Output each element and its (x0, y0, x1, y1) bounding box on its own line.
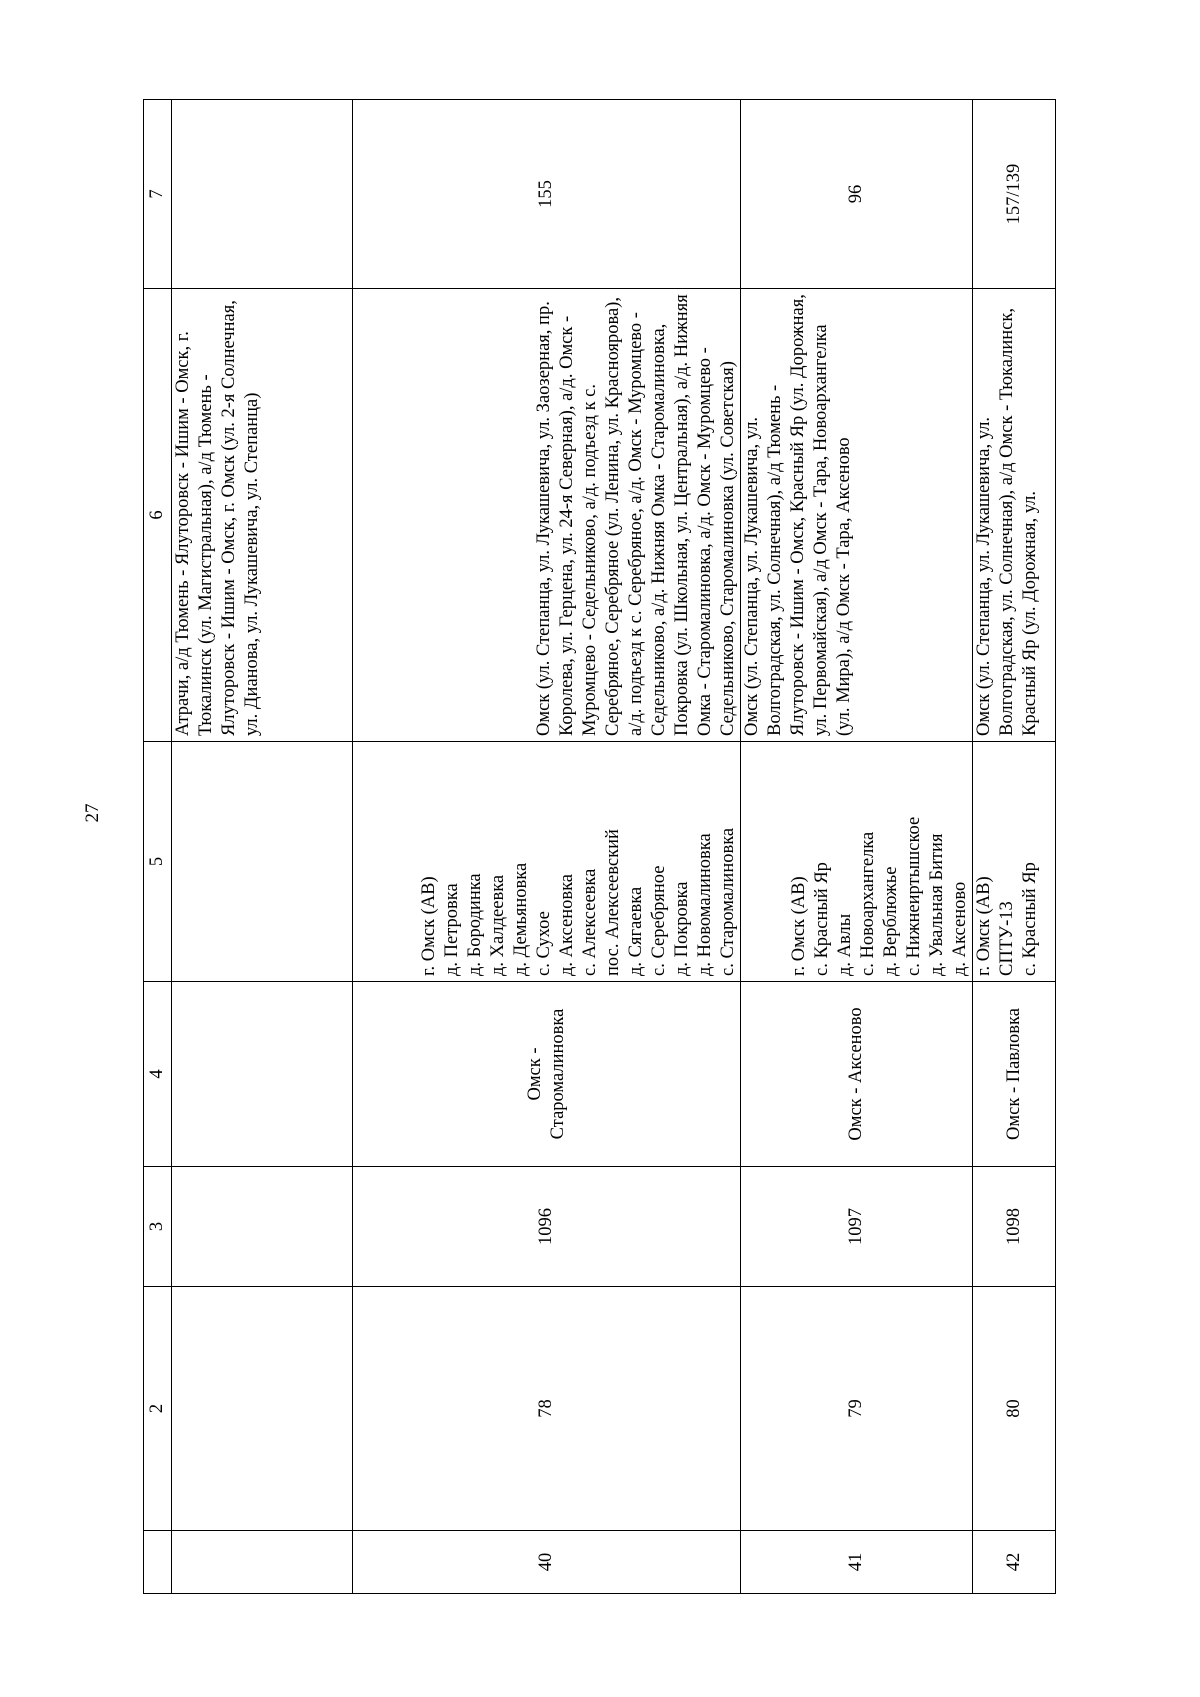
cell-empty (171, 1167, 352, 1287)
cell-empty (171, 100, 352, 289)
route-description: Атрачи, а/д Тюмень - Ялуторовск - Ишим - Омск, г. Тюкалинск (ул. Магистральная), а/д Тюмень - Ялуторовск - Ишим - Омск, г. Омск (ул. 2-я Солнечная, ул. Дианова, ул. Лукашевича, ул. Степанца) (171, 289, 352, 742)
route-name: Омск - Аксеново (741, 982, 973, 1167)
row-number: 40 (353, 1531, 741, 1594)
route-register-number: 80 (973, 1287, 1056, 1531)
rotated-table-content (143, 100, 1056, 1594)
page-number: 27 (82, 803, 103, 823)
header-cell-7: 7 (144, 100, 172, 289)
routes-table (143, 99, 1056, 1594)
route-code: 1096 (353, 1167, 741, 1287)
header-cell-3: 3 (144, 1167, 172, 1287)
table-row (353, 100, 741, 1594)
route-description: Омск (ул. Степанца, ул. Лукашевича, ул. Волгоградская, ул. Солнечная), а/д Омск - Тюкалинск, Красный Яр (ул. Дорожная, ул. (973, 289, 1056, 742)
cell-empty (171, 1287, 352, 1531)
route-description: Омск (ул. Степанца, ул. Лукашевича, ул. Волгоградская, ул. Солнечная), а/д Тюмень - Ялуторовск - Ишим - Омск, Красный Яр (ул. Дорожная, ул. Первомайская), а/д Омск - Тара, Новоархангелка (ул. Мира), а/д Омск - Тара, Аксеново (741, 289, 973, 742)
continuation-row (171, 100, 352, 1594)
stops-list: г. Омск (АВ) с. Красный Яр д. Авлы с. Новоархангелка д. Верблюжье с. Нижнеиртышское д. Увальная Бития д. Аксеново (741, 742, 973, 982)
header-row (144, 100, 172, 1594)
cell-empty (171, 1531, 352, 1594)
route-length: 96 (741, 100, 973, 289)
route-register-number: 79 (741, 1287, 973, 1531)
row-number: 42 (973, 1531, 1056, 1594)
stops-list: г. Омск (АВ) СПТУ-13 с. Красный Яр (973, 742, 1056, 982)
route-length: 157/139 (973, 100, 1056, 289)
header-cell-2: 2 (144, 1287, 172, 1531)
header-cell-6: 6 (144, 289, 172, 742)
route-register-number: 78 (353, 1287, 741, 1531)
cell-empty (171, 982, 352, 1167)
stops-list: г. Омск (АВ) д. Петровка д. Бородинка д. Халдеевка д. Демьяновка с. Сухое д. Аксеновка с. Алексеевка пос. Алексеевский д. Сягаевка с. Серебряное д. Покровка д. Новомалиновка с. Старомалиновка (353, 742, 741, 982)
rotated-table-frame (143, 100, 1200, 1572)
route-name: Омск - Старомалиновка (353, 982, 741, 1167)
cell-empty (171, 742, 352, 982)
row-number: 41 (741, 1531, 973, 1594)
header-cell-4: 4 (144, 982, 172, 1167)
header-cell-1 (144, 1531, 172, 1594)
route-code: 1097 (741, 1167, 973, 1287)
route-name: Омск - Павловка (973, 982, 1056, 1167)
table-row (973, 100, 1056, 1594)
route-description: Омск (ул. Степанца, ул. Лукашевича, ул. Заозерная, пр. Королева, ул. Герцена, ул. 24-я Северная), а/д. Омск - Муромцево - Седельниково, а/д. подъезд к с. Серебряное, Серебряное (ул. Ленина, ул. Красноярова), а/д. подъезд к с. Серебряное, а/д. Омск - Муромцево - Седельниково, а/д. Нижняя Омка - Старомалиновка, Покровка (ул. Школьная, ул. Центральная), а/д. Нижняя Омка - Старомалиновка, а/д. Омск - Муромцево - Седельниково, Старомалиновка (ул. Советская) (353, 289, 741, 742)
header-cell-5: 5 (144, 742, 172, 982)
route-code: 1098 (973, 1167, 1056, 1287)
table-row (741, 100, 973, 1594)
route-length: 155 (353, 100, 741, 289)
